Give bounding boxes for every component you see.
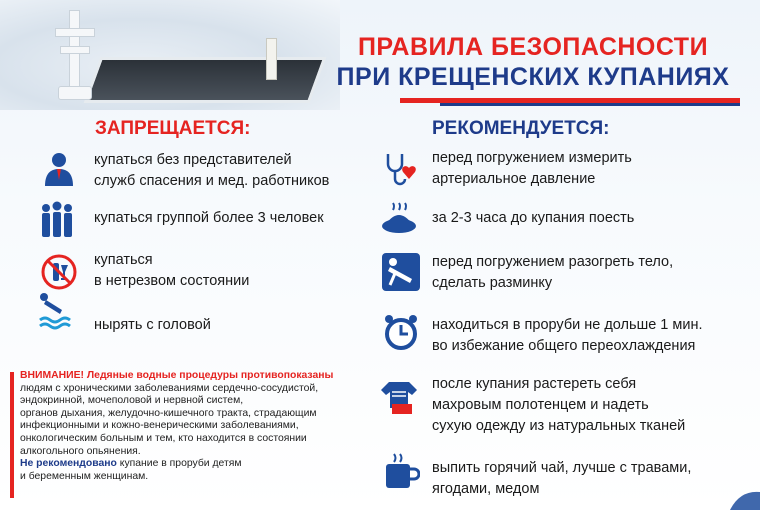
- warning-text: [20, 370, 360, 483]
- group-icon: [38, 200, 76, 238]
- recommended-item-1-line-1: перед погружением измерить: [432, 150, 632, 166]
- meal-icon: [380, 200, 418, 238]
- stethoscope-heart-icon: [382, 150, 420, 188]
- recommended-item-3-line-2: сделать разминку: [432, 275, 553, 291]
- warning-note: [20, 458, 360, 471]
- warmup-icon: [382, 253, 420, 291]
- recommended-item-1: [432, 148, 632, 190]
- forbidden-heading: ЗАПРЕЩАЕТСЯ:: [95, 118, 251, 139]
- forbidden-item-2-line-1: купаться группой более 3 человек: [94, 210, 324, 226]
- forbidden-item-1-line-1: купаться без представителей: [94, 152, 292, 168]
- title-line-2: ПРИ КРЕЩЕНСКИХ КУПАНИЯХ: [336, 63, 730, 91]
- title-underline-blue: [440, 103, 740, 106]
- warning-note-bold: Не рекомендовано: [20, 458, 117, 470]
- recommended-item-5-line-1: после купания растереть себя: [432, 376, 637, 392]
- warning-line-4: инфекционными и кожно-венерическими заболеваниями,: [20, 420, 299, 432]
- recommended-item-6-line-2: ягодами, медом: [432, 481, 540, 497]
- recommended-item-2: [432, 208, 634, 229]
- forbidden-item-1-line-2: служб спасения и мед. работников: [94, 173, 330, 189]
- recommended-item-1-line-2: артериальное давление: [432, 171, 596, 187]
- header-photo-ice-hole: [0, 0, 340, 110]
- ice-cross-bar-lower: [60, 46, 90, 54]
- warning-line-5: онкологическим больным и тем, кто находится в состоянии: [20, 432, 307, 444]
- recommended-item-4: [432, 315, 703, 357]
- recommended-item-5: [432, 374, 685, 437]
- warning-label: ВНИМАНИЕ! Ледяные водные процедуры противопоказаны: [20, 370, 334, 381]
- forbidden-item-4: [94, 315, 211, 336]
- page-title: [333, 32, 733, 92]
- diving-icon: [38, 292, 76, 330]
- recommended-item-6-line-1: выпить горячий чай, лучше с травами,: [432, 460, 692, 476]
- hot-tea-icon: [382, 452, 420, 490]
- alarm-clock-icon: [382, 313, 420, 351]
- title-line-1: ПРАВИЛА БЕЗОПАСНОСТИ: [357, 33, 709, 61]
- recommended-item-5-line-2: махровым полотенцем и надеть: [432, 397, 649, 413]
- recommended-item-6: [432, 458, 691, 500]
- ice-hole: [84, 57, 327, 103]
- recommended-item-4-line-1: находиться в проруби не дольше 1 мин.: [432, 317, 703, 333]
- recommended-item-5-line-3: сухую одежду из натуральных тканей: [432, 418, 686, 434]
- warning-line-3: органов дыхания, желудочно-кишечного тракта, страдающим: [20, 407, 317, 419]
- ice-cross-bar: [55, 28, 95, 37]
- recommended-item-3-line-1: перед погружением разогреть тело,: [432, 254, 674, 270]
- no-alcohol-icon: [40, 253, 78, 291]
- warning-note-line-2: и беременным женщинам.: [20, 470, 149, 482]
- forbidden-item-4-line-1: нырять с головой: [94, 317, 211, 333]
- warning-line-6: алкогольного опьянения.: [20, 445, 141, 457]
- recommended-heading: РЕКОМЕНДУЕТСЯ:: [432, 118, 610, 139]
- forbidden-item-3-line-1: купаться: [94, 252, 153, 268]
- recommended-item-2-line-1: за 2-3 часа до купания поесть: [432, 210, 635, 226]
- rescuer-icon: [40, 150, 78, 188]
- warning-line-1: людям с хроническими заболеваниями сердечно-сосудистой,: [20, 382, 319, 394]
- recommended-item-4-line-2: во избежание общего переохлаждения: [432, 338, 696, 354]
- warning-note-rest: купание в проруби детям: [116, 458, 242, 470]
- forbidden-item-3: [94, 250, 249, 292]
- forbidden-item-2: [94, 208, 324, 229]
- ice-cross-base: [58, 86, 92, 100]
- recommended-item-3: [432, 252, 673, 294]
- snowflake-decoration-icon: [690, 480, 760, 510]
- forbidden-item-3-line-2: в нетрезвом состоянии: [94, 273, 250, 289]
- ice-candle: [266, 38, 277, 80]
- sweater-towel-icon: [380, 378, 418, 416]
- warning-line-2: эндокринной, мочеполовой и нервной систем,: [20, 395, 244, 407]
- forbidden-item-1: [94, 150, 329, 192]
- warning-block: [10, 370, 355, 502]
- warning-bar: [10, 372, 14, 498]
